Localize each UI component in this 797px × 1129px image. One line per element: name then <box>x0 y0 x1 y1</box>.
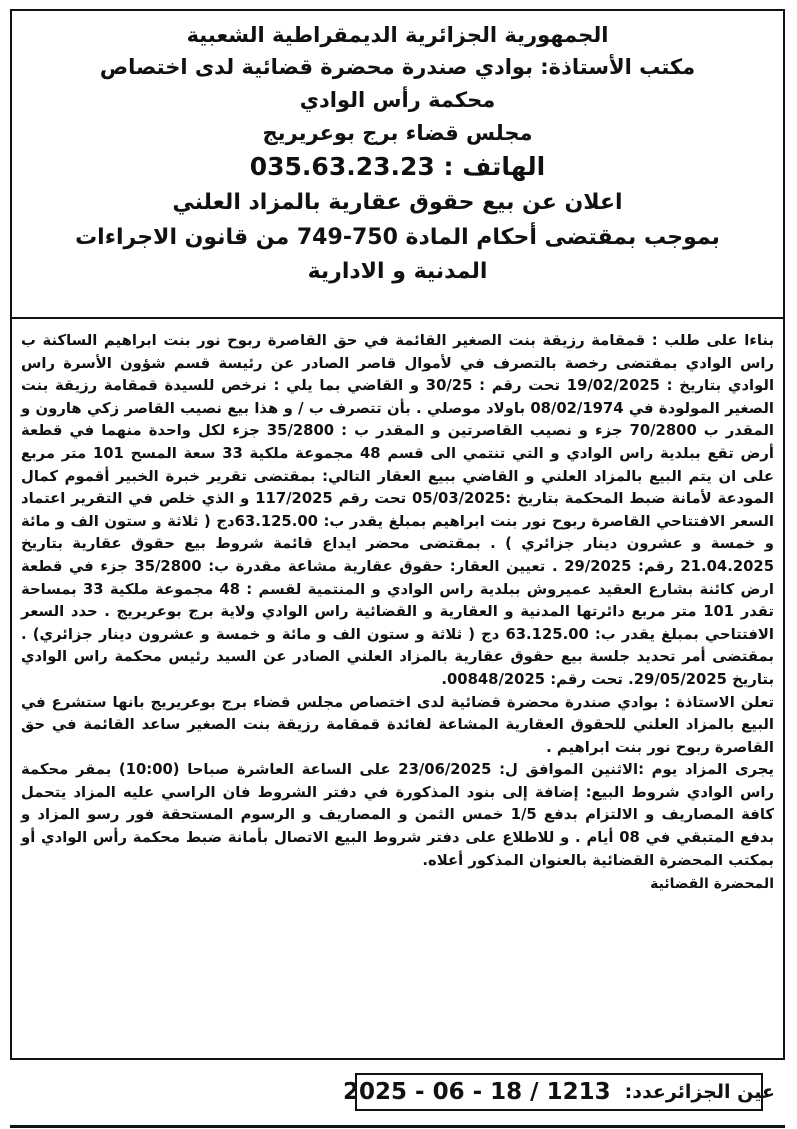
notice-body <box>12 319 783 892</box>
court-name: محكمة رأس الوادي <box>299 88 496 112</box>
notice-title: اعلان عن بيع حقوق عقارية بالمزاد العلني <box>172 190 623 215</box>
notice-header <box>12 11 783 319</box>
paragraph-announcement: تعلن الاستاذة : بوادي صندرة محضرة قضائية لدى اختصاص مجلس قضاء برج بوعريريج بانها ستشرع في البيع بالمزاد العلني للحقوق العقارية المشاعة لفائدة قمقامة رزيقة بنت الصغير ساعد القائمة في حق القاصرة ربوح نور بنت ابراهيم . <box>21 693 774 756</box>
bottom-divider <box>10 1125 785 1128</box>
republic-title: الجمهورية الجزائرية الديمقراطية الشعبية <box>186 23 609 47</box>
paragraph-auction-terms: يجرى المزاد يوم :الاثنين الموافق ل: 23/06/2025 على الساعة العاشرة صباحا (10:00) بمقر محكمة راس الوادي شروط البيع: إضافة إلى بنود المذكورة في دفتر الشروط فان الراسي عليه المزاد يتحمل كافة المصاريف و الالتزام بدفع 1/5 خمس الثمن و المصاريف و الرسوم المستحقة فور رسو المزاد و بدفع المتبقي في 08 أيام . و للاطلاع على دفتر شروط البيع الاتصال بأمانة ضبط محكمة رأس الوادي أو بمكتب المحضرة القضائية بالعنوان المذكور أعلاه. <box>21 761 774 869</box>
council-name: مجلس قضاء برج بوعريريج <box>262 121 533 145</box>
notice-subtitle-1: بموجب بمقتضى أحكام المادة 750-749 من قانون الاجراءات <box>75 225 720 250</box>
signature: المحضرة القضائية <box>650 876 774 893</box>
paragraph-request: بناءا على طلب : قمقامة رزيقة بنت الصغير القائمة في حق القاصرة ربوح نور بنت ابراهيم الساكنة ب راس الوادي بمقتضى رخصة بالتصرف في لأموال قاصر الصادر عن رئيسة قسم شؤون الأسرة راس الوادي بتاريخ : 19/02/2025 تحت رقم : 30/25 و القاضي بما يلي : نرخص للسيدة قمقامة رزيقة بنت الصغير المولودة في 08/02/1974 باولاد موصلي . بأن تتصرف ب / و هذا بيع نصيب القاصر زكي هارون و المقدر ب 70/2800 جزء و نصيب القاصرتين و المقدر ب : 35/2800 جزء لكل واحدة منهما في قطعة أرض تقع ببلدية راس الوادي و التي تنتمي الى قسم 48 مجموعة ملكية 33 سعة المسح 101 متر مربع على ان يتم البيع بالمزاد العلني و القاضي ببيع العقار التالي: بمقتضى تقرير خبرة الخبير أقموم كمال المودعة لأمانة ضبط المحكمة بتاريخ :05/03/2025 تحت رقم 117/2025 و الذي خلص في التقرير اعتماد السعر الافتتاحي القاصرة ربوح نور بنت ابراهيم بمبلغ يقدر ب: 63.125.00دج ( ثلاثة و ستون الف و مائة و خمسة و عشرون دينار جزائري ) . بمقتضى محضر ايداع قائمة شروط بيع حقوق عقارية بتاريخ 21.04.2025 رقم: 29/2025 . تعيين العقار: حقوق عقارية مشاعة مقدرة ب: 35/2800 جزء في قطعة ارض كائنة بشارع العقيد عميروش ببلدية راس الوادي و المنتمية لقسم : 48 مجموعة ملكية 33 بمساحة تقدر 101 متر مربع دائرتها المدنية و العقارية و القضائية راس الوادي ولاية برج بوعريريج . حدد السعر الافتتاحي بمبلغ يقدر ب: 63.125.00 دج ( ثلاثة و ستون الف و مائة و خمسة و عشرون دينار جزائري) . بمقتضى أمر تحديد جلسة بيع حقوق عقارية بالمزاد العلني الصادر عن السيد رئيس محكمة راس الوادي بتاريخ 29/05/2025. تحت رقم: 00848/2025. <box>21 332 775 688</box>
publication-reference <box>343 1073 775 1111</box>
bailiff-office: مكتب الأستاذة: بوادي صندرة محضرة قضائية لدى اختصاص <box>99 55 696 79</box>
phone-label: الهاتف : <box>443 152 546 181</box>
phone-number: 035.63.23.23 <box>249 152 435 181</box>
phone-line <box>12 149 783 185</box>
publication-number: 2025 - 06 - 18 / 1213 <box>343 1079 611 1105</box>
notice-subtitle-2: المدنية و الادارية <box>307 259 488 284</box>
publication-label: عين الجزائرعدد: <box>624 1081 775 1103</box>
legal-notice <box>10 9 785 1060</box>
